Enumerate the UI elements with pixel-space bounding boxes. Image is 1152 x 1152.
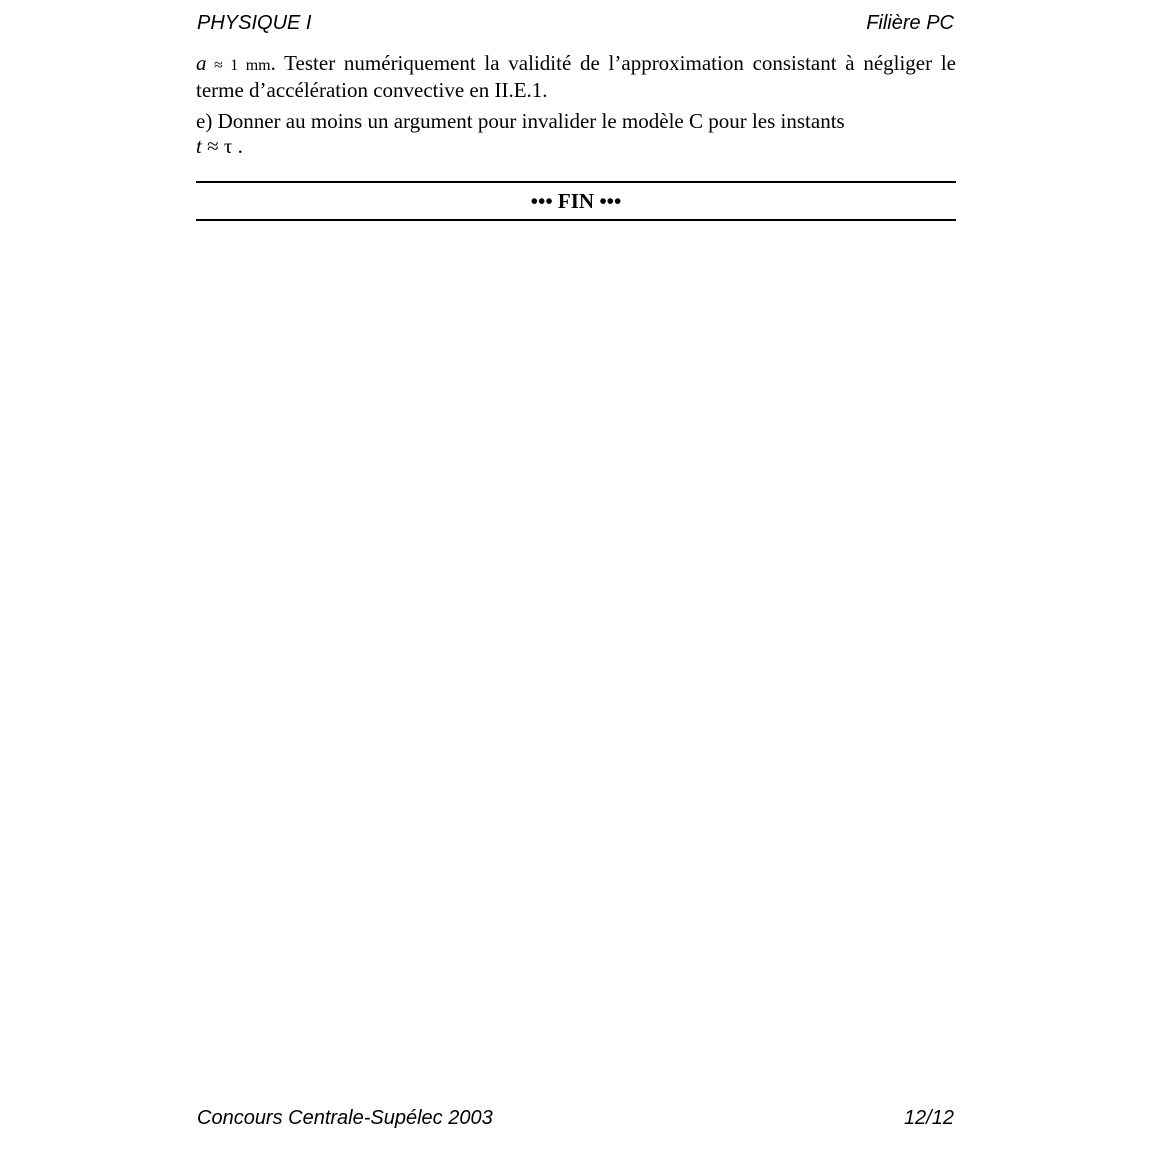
footer-page-number: 12/12: [903, 1107, 954, 1129]
paragraph-approximation: [196, 51, 956, 103]
header-track: Filière PC: [866, 12, 954, 34]
page-footer: [196, 1105, 956, 1133]
fin-bottom-rule: [196, 219, 956, 221]
question-e-text: e) Donner au moins un argument pour invalider le modèle C pour les instants: [196, 109, 845, 133]
math-approx-tau: ≈ τ: [201, 134, 233, 158]
paragraph-text: . Tester numériquement la validité de l’approximation consistant à négliger le terme d’accélération convective en II.E.1.: [196, 51, 956, 102]
fin-top-rule: [196, 181, 956, 183]
document-page: [196, 0, 956, 1152]
fin-marker: ••• FIN •••: [530, 189, 622, 213]
math-variable-t: t: [196, 134, 202, 158]
footer-exam-name: Concours Centrale-Supélec 2003: [197, 1107, 493, 1129]
question-e: [196, 109, 956, 159]
question-e-end: .: [232, 134, 243, 158]
body-text: [196, 51, 956, 165]
header-subject: PHYSIQUE I: [197, 12, 312, 34]
page-header: [196, 10, 956, 38]
math-variable-a: a: [196, 51, 207, 75]
math-approx-value: ≈ 1 mm: [206, 57, 271, 74]
